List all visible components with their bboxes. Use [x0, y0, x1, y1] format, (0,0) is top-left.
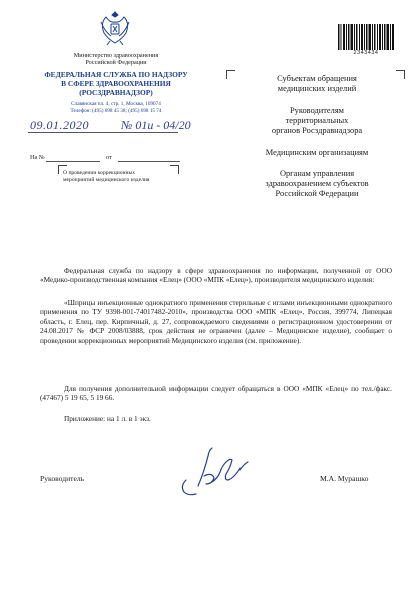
handwritten-signature-icon: [168, 436, 264, 502]
date-underline: [28, 132, 178, 133]
reply-number-label: На №: [30, 154, 45, 161]
recipient-2-line1: Руководителям: [290, 106, 344, 115]
service-name-line2: В СФЕРЕ ЗДРАВООХРАНЕНИЯ: [61, 79, 171, 88]
body-paragraph-device: «Шприцы инъекционные однократного применения стерильные с иглами инъекционными однократного применения по ТУ 9398-001-74017482-2010», производства ООО «МПК «Елец», Россия, 399774, Липецкая область, г. Елец, пер. Кирпичный, д. 27, сопровождаемого сведениями о регистрационном удостоверении от 24.08.2017 № ФСР 2008/03888, срок действия не ограничен (далее – Медицинское изделие), сообщает о проведении коррекционных мероприятий Медицинского изделия (см. приложение).: [40, 298, 392, 345]
ministry-name-line2: Российской Федерации: [85, 59, 147, 66]
barcode-number: 2343434: [353, 50, 379, 56]
reply-number-underline: [46, 161, 100, 162]
reply-from-underline: [118, 161, 180, 162]
recipient-1-line2: медицинских изделий: [277, 84, 357, 93]
signatory-role: Руководитель: [40, 474, 85, 483]
body-paragraph-contact: Для получения дополнительной информации следует обращаться в ООО «МПК «Елец» по тел./факс. (47467) 5 19 65, 5 19 66.: [40, 384, 392, 403]
handwritten-number: № 01и - 04/20: [121, 118, 191, 132]
subject-line1: О проведении коррекционных: [63, 170, 136, 176]
ministry-name-line1: Министерство здравоохранения: [73, 52, 159, 59]
recipient-4-line3: Российской Федерации: [275, 189, 359, 198]
recipient-2-line2: территориальных: [285, 116, 349, 125]
body-paragraph-intro: Федеральная служба по надзору в сфере здравоохранения по информации, полученной от ООО «Медико-производственная компания «Елец» (ООО «МПК «Елец»), производителя медицинского изделия:: [40, 266, 392, 285]
handwritten-date: 09.01.2020: [30, 118, 89, 132]
recipient-4-line2: здравоохранением субъектов: [265, 179, 369, 188]
service-name-line3: (РОСЗДРАВНАДЗОР): [79, 88, 153, 97]
reply-from-label: от: [106, 154, 112, 161]
subject-line2: мероприятий медицинского изделия: [63, 177, 150, 183]
service-name-line1: ФЕДЕРАЛЬНАЯ СЛУЖБА ПО НАДЗОРУ: [44, 70, 188, 79]
coat-of-arms-emblem-icon: [97, 8, 133, 48]
barcode-icon: [338, 24, 394, 50]
subject-bracket-right: [170, 165, 179, 174]
recipient-3-line1: Медицинским организациям: [265, 148, 369, 157]
recipient-2-line3: органов Росздравнадзора: [271, 126, 363, 135]
attachment-note: Приложение: на 1 л. в 1 экз.: [64, 414, 151, 423]
address-line1: Славянская пл. 4, стр. 1, Москва, 109074: [71, 101, 161, 107]
recipient-4-line1: Органам управления: [279, 169, 355, 178]
signatory-name: М.А. Мурашко: [320, 474, 369, 483]
address-line2: Телефон: (495) 698 45 38; (495) 698 15 74: [70, 108, 162, 114]
recipient-1-line1: Субъектам обращения: [277, 74, 357, 83]
